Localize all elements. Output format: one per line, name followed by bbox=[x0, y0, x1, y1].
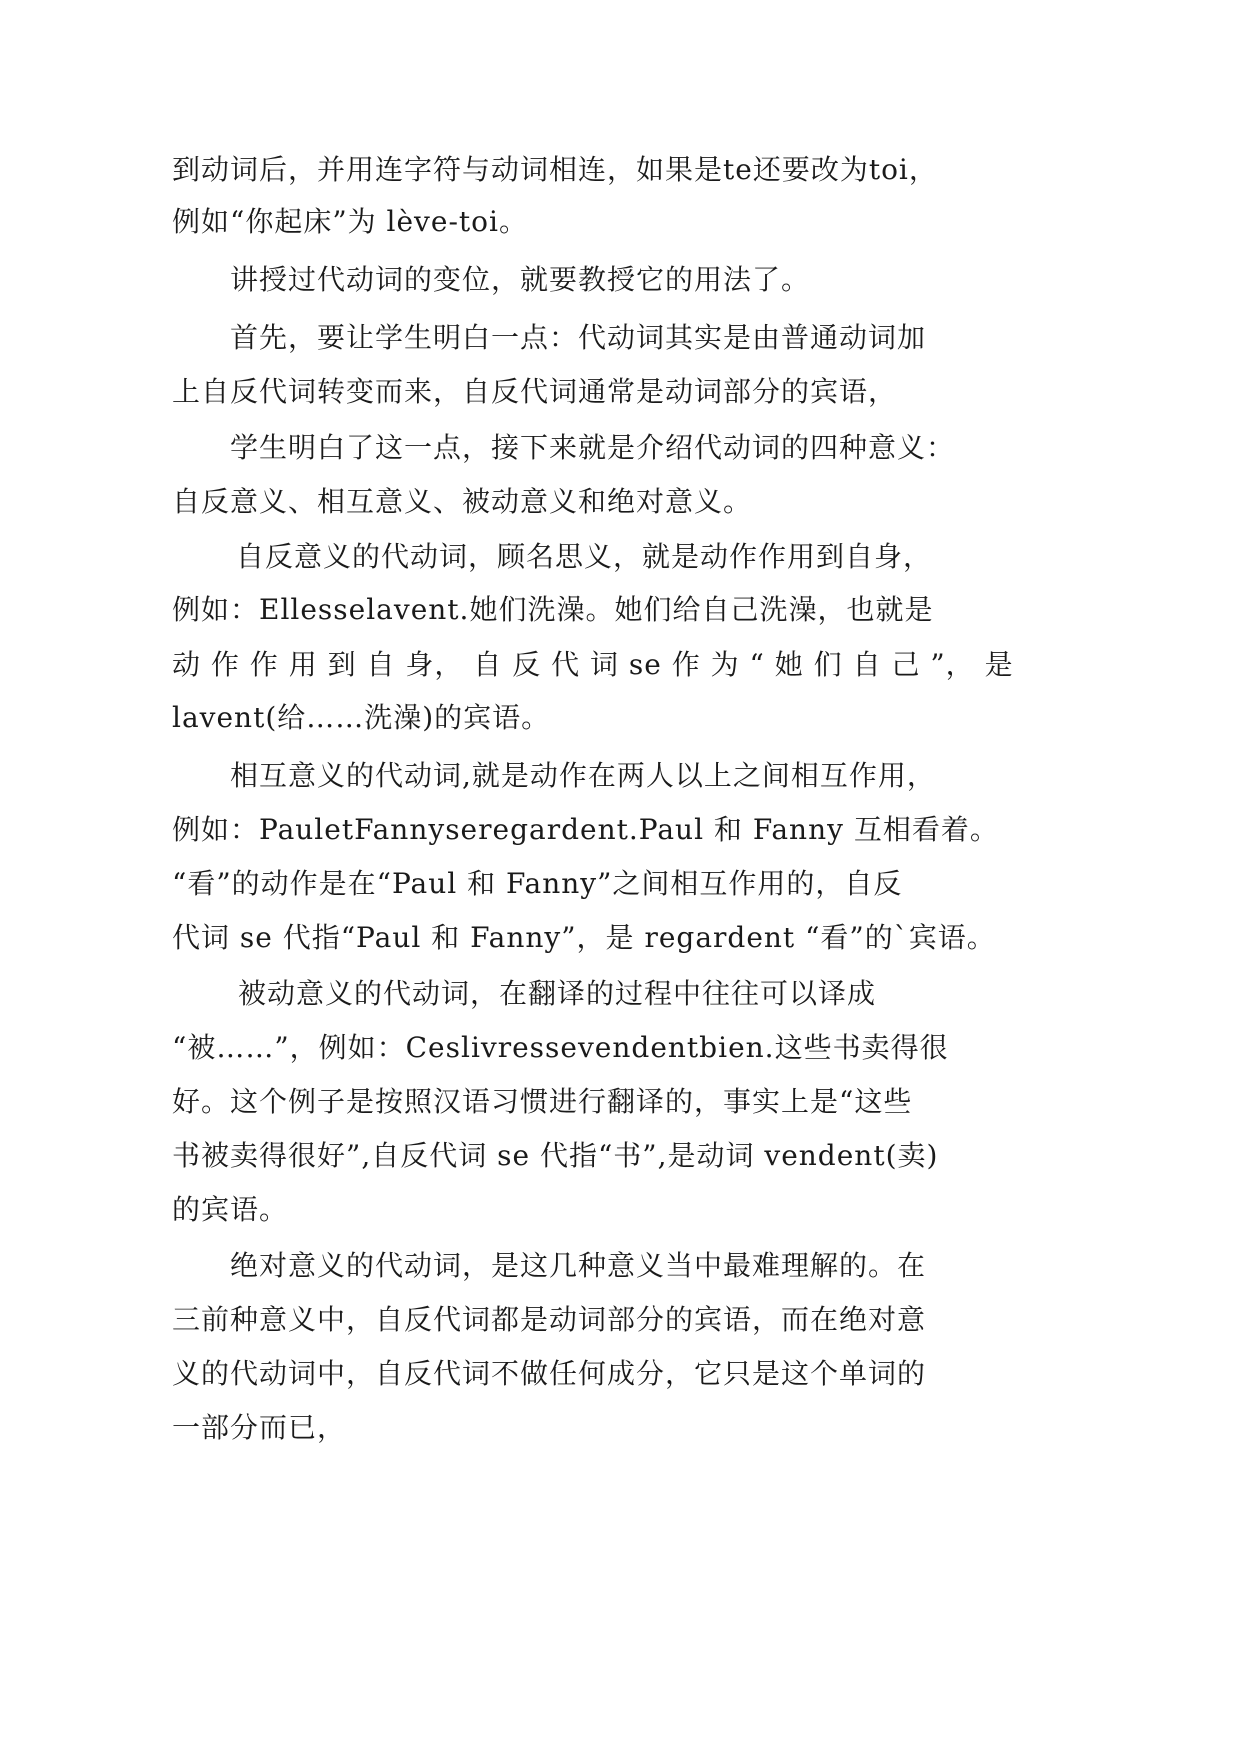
paragraph-line: 例如：PauletFannyseregardent.Paul 和 Fanny 互相看着。 bbox=[172, 813, 999, 846]
paragraph-line: 首先，要让学生明白一点：代动词其实是由普通动词加 bbox=[230, 321, 927, 354]
paragraph-line: 例如“你起床”为 lève-toi。 bbox=[172, 205, 528, 238]
paragraph-line: 到动词后，并用连字符与动词相连，如果是te还要改为toi， bbox=[172, 153, 938, 186]
paragraph-line: 被动意义的代动词，在翻译的过程中往往可以译成 bbox=[238, 977, 877, 1010]
paragraph-line: 书被卖得很好”,自反代词 se 代指“书”,是动词 vendent(卖) bbox=[172, 1139, 939, 1172]
paragraph-line: 例如：Ellesselavent.她们洗澡。她们给自己洗澡，也就是 bbox=[172, 593, 934, 626]
paragraph-line: 代词 se 代指“Paul 和 Fanny”，是 regardent “看”的`宾语。 bbox=[172, 921, 996, 954]
paragraph-line: 一部分而已， bbox=[172, 1411, 347, 1444]
paragraph-line: lavent(给……洗澡)的宾语。 bbox=[172, 701, 551, 734]
paragraph-line: “被……”，例如：Ceslivressevendentbien.这些书卖得很 bbox=[172, 1031, 949, 1064]
paragraph-line: 学生明白了这一点，接下来就是介绍代动词的四种意义： bbox=[230, 431, 956, 464]
paragraph-line: 绝对意义的代动词，是这几种意义当中最难理解的。在 bbox=[230, 1249, 927, 1282]
paragraph-line: 相互意义的代动词,就是动作在两人以上之间相互作用， bbox=[230, 759, 936, 792]
paragraph-line: 的宾语。 bbox=[172, 1193, 289, 1226]
paragraph-line: 三前种意义中，自反代词都是动词部分的宾语，而在绝对意 bbox=[172, 1303, 927, 1336]
paragraph-line: 动 作 作 用 到 自 身， 自 反 代 词 se 作 为 “ 她 们 自 己 ”， 是 bbox=[172, 648, 1014, 681]
paragraph-line: 义的代动词中，自反代词不做任何成分，它只是这个单词的 bbox=[172, 1357, 927, 1390]
paragraph-line: 好。这个例子是按照汉语习惯进行翻译的，事实上是“这些 bbox=[172, 1085, 913, 1118]
paragraph-line: 讲授过代动词的变位，就要教授它的用法了。 bbox=[230, 263, 811, 296]
paragraph-line: “看”的动作是在“Paul 和 Fanny”之间相互作用的，自反 bbox=[172, 867, 903, 900]
paragraph-line: 自反意义的代动词，顾名思义，就是动作作用到自身， bbox=[236, 540, 933, 573]
paragraph-line: 上自反代词转变而来，自反代词通常是动词部分的宾语， bbox=[172, 375, 898, 408]
paragraph-line: 自反意义、相互意义、被动意义和绝对意义。 bbox=[172, 485, 753, 518]
